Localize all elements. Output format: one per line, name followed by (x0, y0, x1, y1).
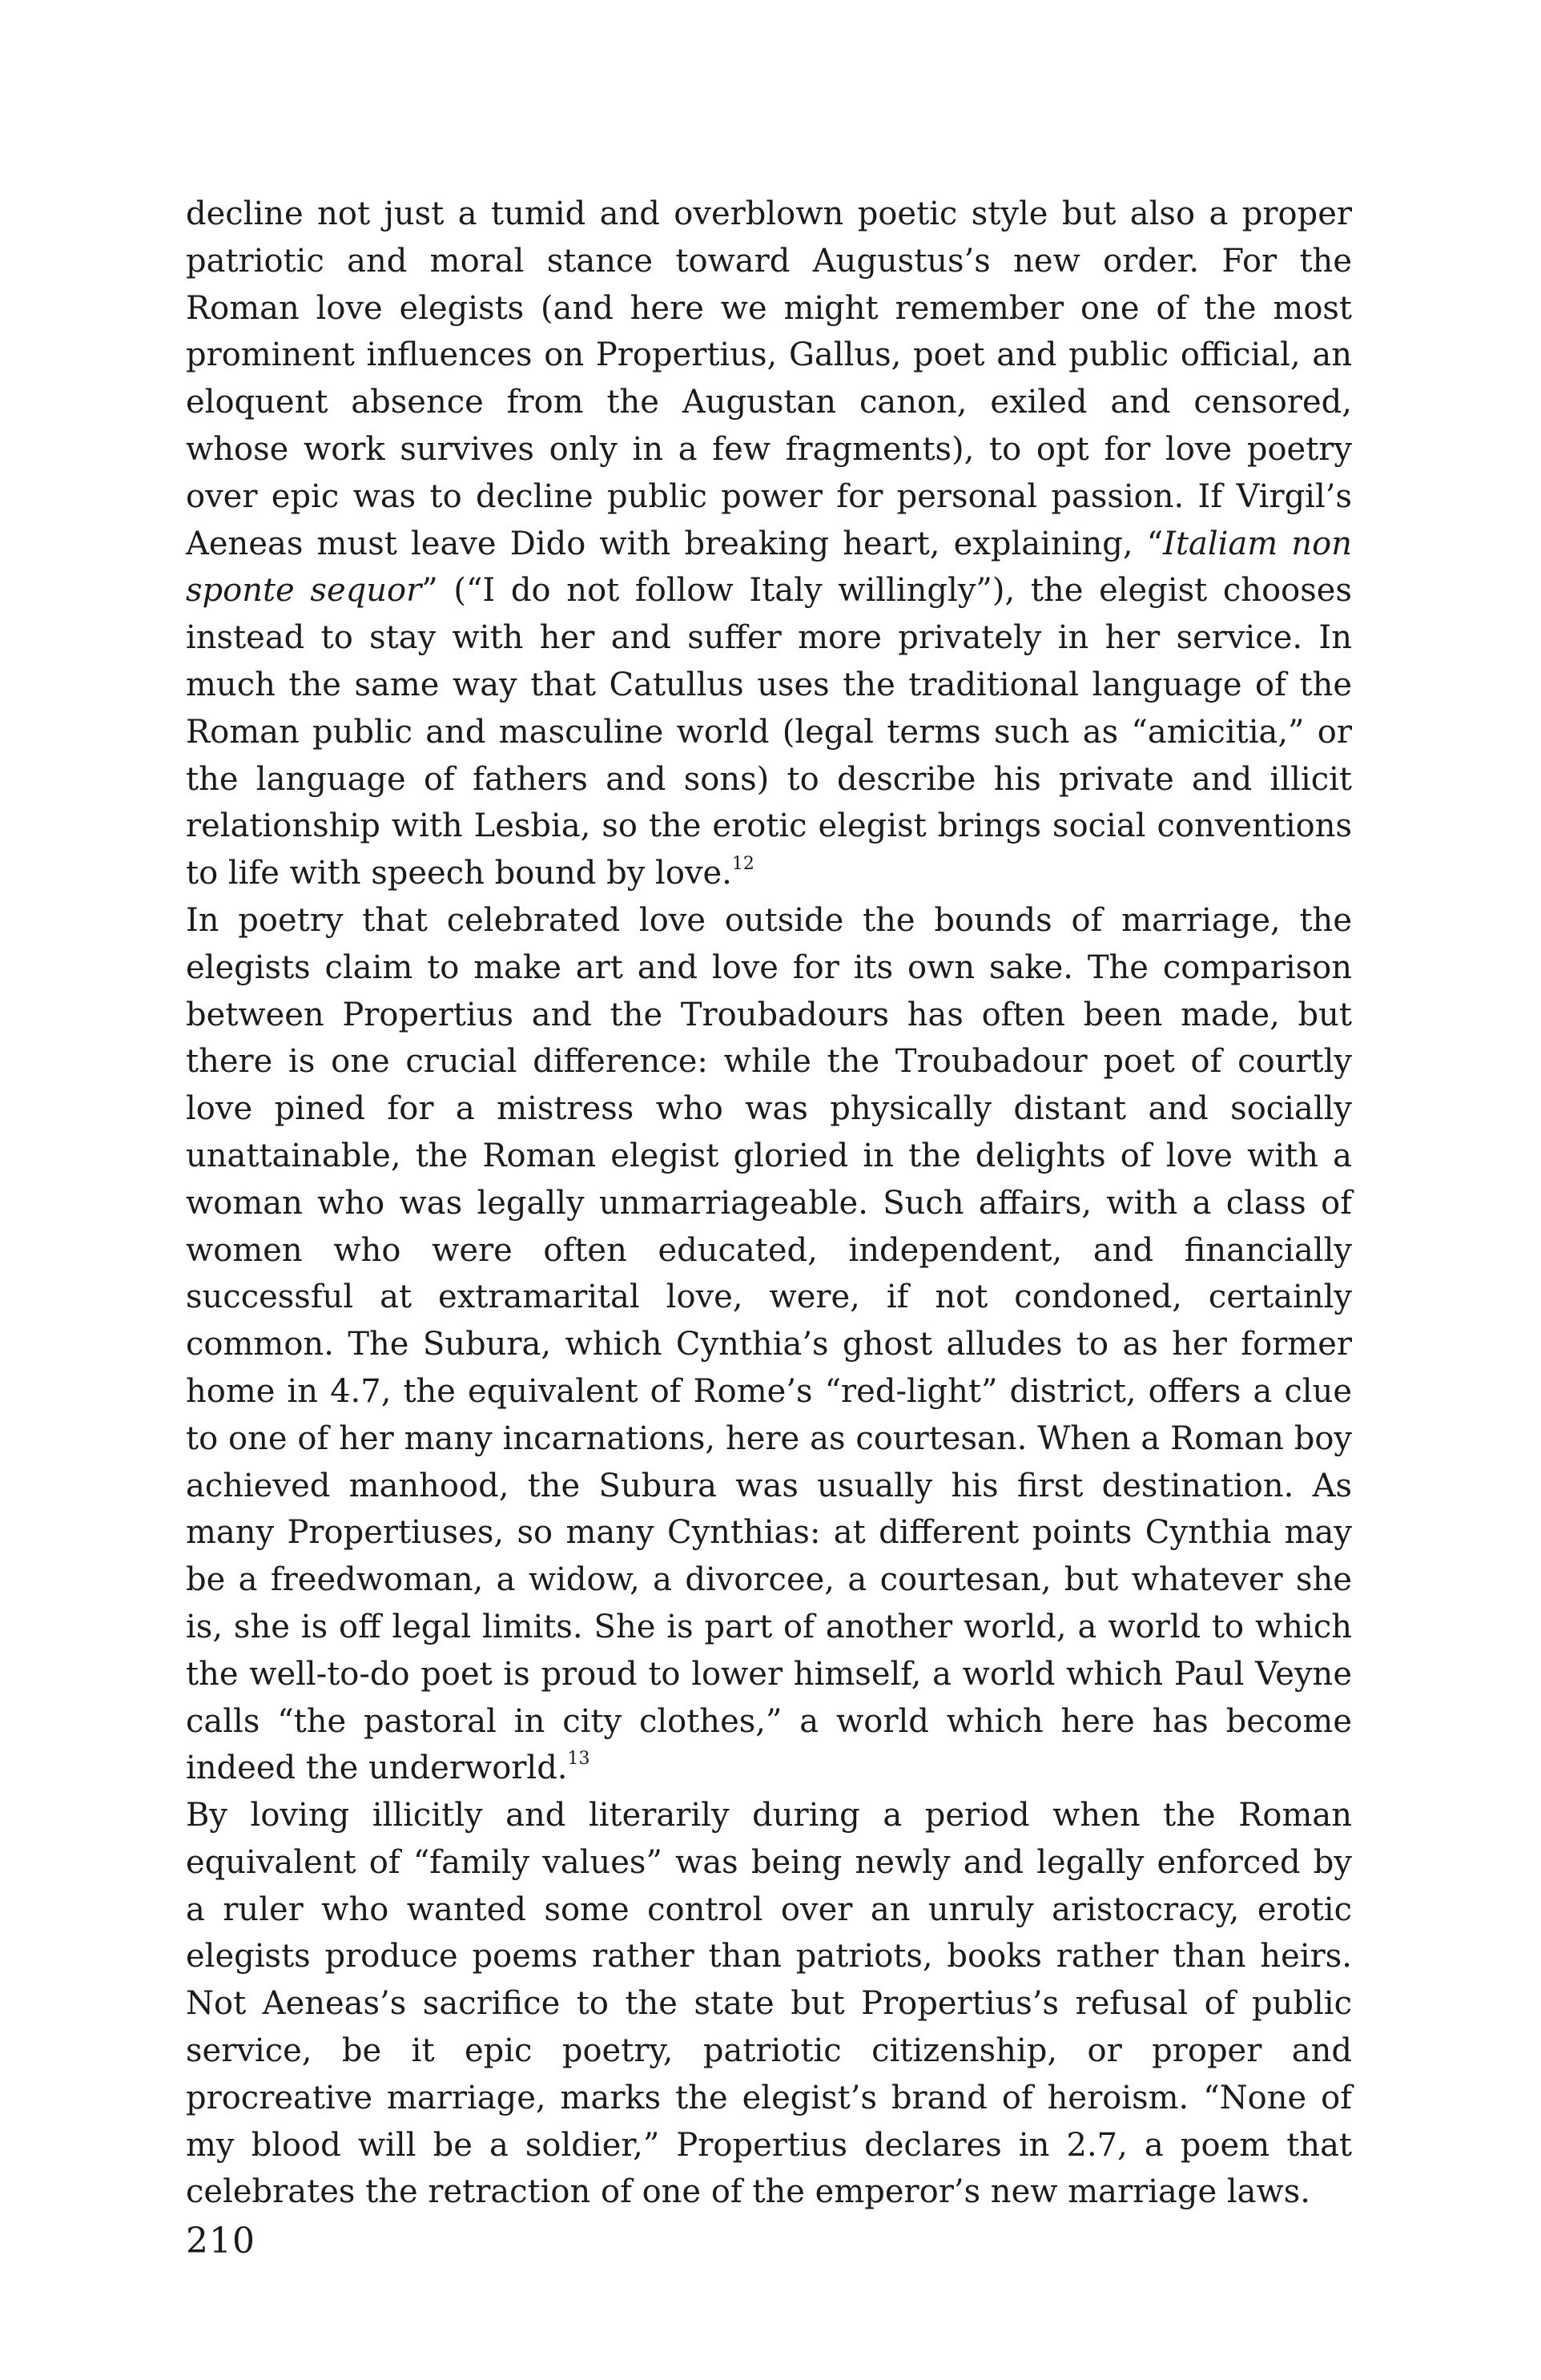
paragraph-2-text: In poetry that celebrated love outside the bounds of marriage, the elegists claim to make art and love for its own sake. The comparison between Propertius and the Troubadours has often been made, but there is one crucial difference: while the Troubadour poet of courtly love pined for a mistress who was physically distant and socially unattainable, the Roman elegist gloried in the delights of love with a woman who was legally unmarriageable. Such affairs, with a class of women who were often educated, independent, and financially successful at extramarital love, were, if not condoned, certainly common. The Subura, which Cynthia’s ghost alludes to as her former home in 4.7, the equivalent of Rome’s “red-light” district, offers a clue to one of her many incarnations, here as courtesan. When a Roman boy achieved manhood, the Subura was usually his first destination. As many Propertiuses, so many Cynthias: at different points Cynthia may be a freedwoman, a widow, a divorcee, a courtesan, but whatever she is, she is off legal limits. She is part of another world, a world to which the well-to-do poet is proud to lower himself, a world which Paul Veyne calls “the pastoral in city clothes,” a world which here has become indeed the underworld. (186, 901, 1352, 1787)
paragraph-3-text: By loving illicitly and literarily during a period when the Roman equivalent of “family values” was being newly and legally enforced by a ruler who wanted some control over an unruly aristocracy, erotic elegists produce poems rather than patriots, books rather than heirs. Not Aeneas’s sacrifice to the state but Propertius’s refusal of public service, be it epic poetry, patriotic citizenship, or proper and procreative marriage, marks the elegist’s brand of heroism. “None of my blood will be a soldier,” Propertius declares in 2.7, a poem that celebrates the retraction of one of the emperor’s new marriage laws. (186, 1797, 1352, 2211)
paragraph-1-text-a: decline not just a tumid and overblown poetic style but also a proper patriotic and moral stance toward Augustus’s new order. For the Roman love elegists (and here we might remember one of the most prominent influences on Propertius, Gallus, poet and public official, an eloquent absence from the Augustan canon, exiled and censored, whose work survives only in a few fragments), to opt for love poetry over epic was to decline public power for personal passion. If Virgil’s Aeneas must leave Dido with breaking heart, explaining, “ (186, 195, 1352, 562)
paragraph-2 (186, 897, 1352, 1792)
footnote-marker-12: 12 (731, 854, 754, 875)
page-body (186, 191, 1352, 2216)
paragraph-1-text-b: ” (“I do not follow Italy willingly”), the elegist chooses instead to stay with her and suffer more privately in her service. In much the same way that Catullus uses the traditional language of the Roman public and masculine world (legal terms such as “amicitia,” or the language of fathers and sons) to describe his private and illicit relationship with Lesbia, so the erotic elegist brings social conventions to life with speech bound by love. (186, 572, 1352, 892)
page-number: 210 (186, 2221, 255, 2261)
footnote-marker-13: 13 (567, 1749, 590, 1770)
paragraph-1 (186, 191, 1352, 897)
paragraph-1-latin-quote: Italiam non sponte sequor (186, 525, 1352, 610)
paragraph-3 (186, 1792, 1352, 2216)
